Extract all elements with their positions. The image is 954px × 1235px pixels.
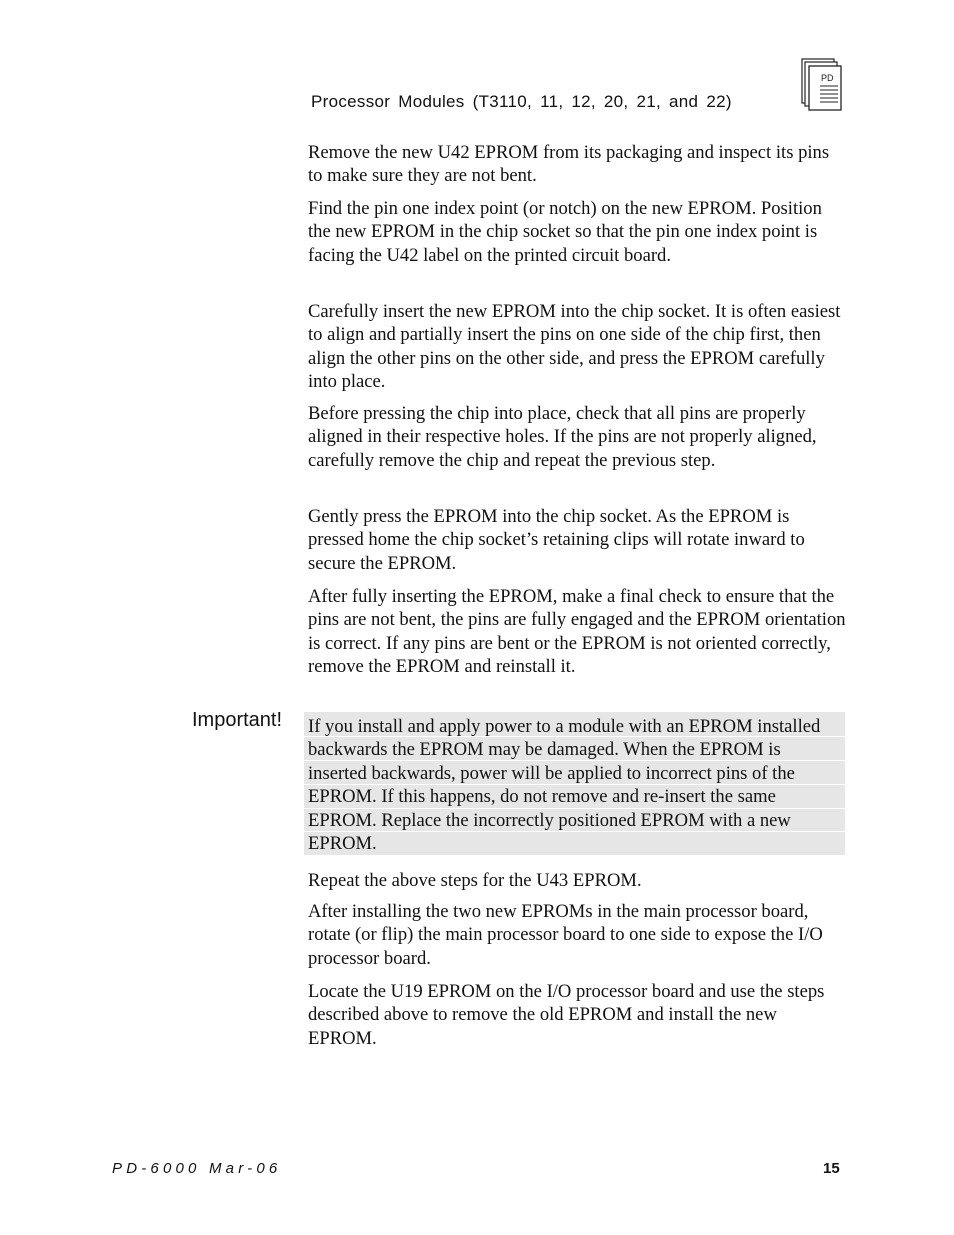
important-note-text: If you install and apply power to a module with an EPROM installed backwards the EPROM may be damaged. When the EPROM is inserted backwards, power will be applied to incorrect pins of the EPROM. If this happens, do not remove and re-insert the same EPROM. Replace the incorrectly positioned EPROM with a new EPROM. — [308, 716, 821, 855]
paragraph-press-eprom: Gently press the EPROM into the chip socket. As the EPROM is pressed home the chip socket’s retaining clips will rotate inward to secure the EPROM. — [308, 506, 805, 574]
paragraph-remove-eprom: Remove the new U42 EPROM from its packaging and inspect its pins to make sure they are not bent. — [308, 142, 830, 187]
footer-page-number: 15 — [823, 1160, 840, 1177]
paragraph-check-alignment: Before pressing the chip into place, check that all pins are properly aligned in their respective holes. If the pins are not properly aligned, carefully remove the chip and repeat the previous step. — [308, 403, 817, 471]
paragraph-rotate-board: After installing the two new EPROMs in the main processor board, rotate (or flip) the main processor board to one side to expose the I/O processor board. — [308, 901, 823, 969]
important-label: Important! — [192, 709, 283, 731]
header-title: Processor Modules (T3110, 11, 12, 20, 21, and 22) — [311, 92, 732, 111]
paragraph-locate-u19: Locate the U19 EPROM on the I/O processor board and use the steps described above to remove the old EPROM and install the new EPROM. — [308, 981, 825, 1049]
footer-doc-id: PD-6000 Mar-06 — [112, 1160, 282, 1177]
paragraph-insert-eprom: Carefully insert the new EPROM into the chip socket. It is often easiest to align and partially insert the pins on one side of the chip first, then align the other pins on the other side, and press the EPROM carefully into place. — [308, 301, 841, 393]
pd-icon-label: PD — [821, 73, 834, 83]
paragraph-find-pin-one: Find the pin one index point (or notch) on the new EPROM. Position the new EPROM in the chip socket so that the pin one index point is facing the U42 label on the printed circuit board. — [308, 198, 822, 266]
pd-manual-icon — [801, 58, 843, 112]
paragraph-final-check: After fully inserting the EPROM, make a final check to ensure that the pins are not bent, the pins are fully engaged and the EPROM orientation is correct. If any pins are bent or the EPROM is not oriented correctly, remove the EPROM and reinstall it. — [308, 586, 846, 678]
paragraph-repeat-u43: Repeat the above steps for the U43 EPROM. — [308, 870, 642, 891]
